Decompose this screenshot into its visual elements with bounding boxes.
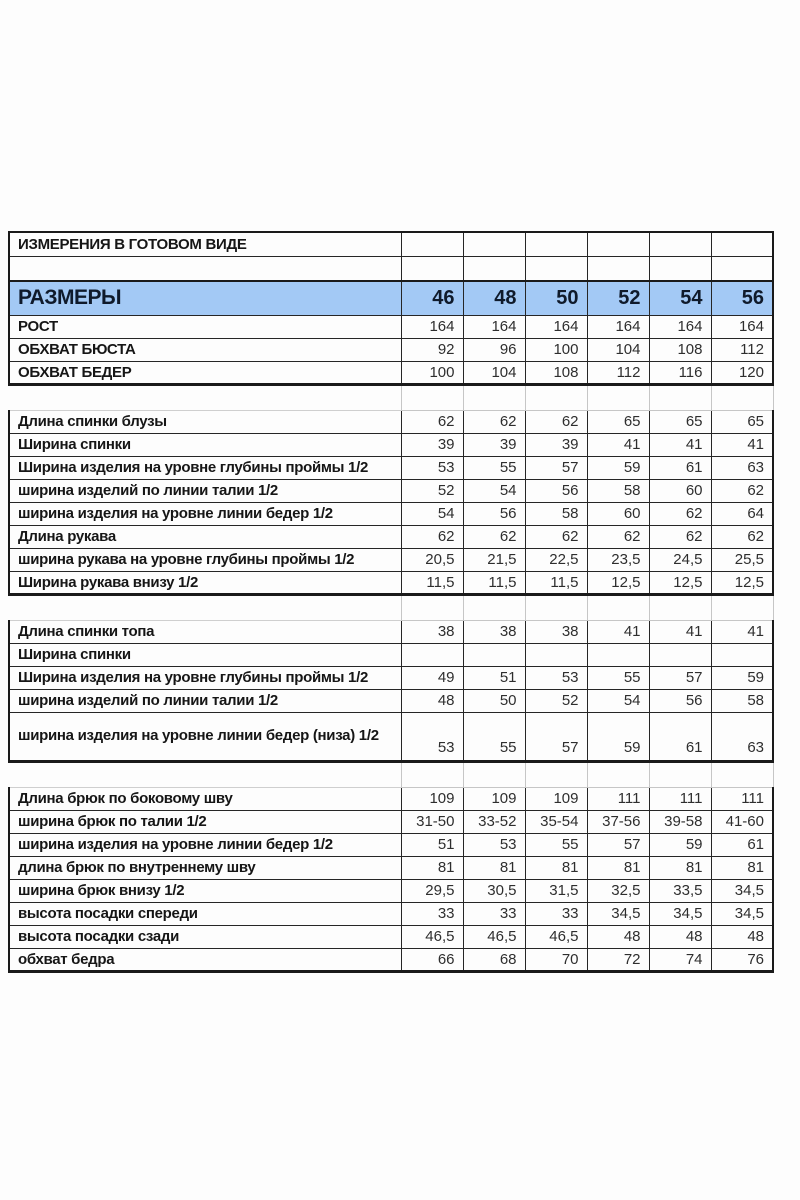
cell-value: 109	[525, 787, 587, 810]
cell-value: 56	[711, 281, 773, 315]
cell-value: 74	[649, 948, 711, 971]
cell-value	[587, 384, 649, 410]
cell-value	[463, 232, 525, 256]
cell-value: 55	[525, 833, 587, 856]
cell-value: 46,5	[401, 925, 463, 948]
cell-value: 62	[525, 410, 587, 433]
cell-value: 39	[525, 433, 587, 456]
cell-value: 63	[711, 712, 773, 761]
size-chart-body	[9, 232, 773, 971]
cell-value: 21,5	[463, 548, 525, 571]
cell-value: 120	[711, 361, 773, 384]
row-shirina-beder-niza-topa	[9, 712, 773, 761]
row-label: Длина брюк по боковому шву	[9, 787, 401, 810]
cell-value: 48	[401, 689, 463, 712]
row-label: РОСТ	[9, 315, 401, 338]
cell-value: 48	[711, 925, 773, 948]
cell-value: 109	[463, 787, 525, 810]
cell-value: 38	[525, 620, 587, 643]
cell-value: 24,5	[649, 548, 711, 571]
cell-value	[401, 594, 463, 620]
cell-value	[463, 761, 525, 787]
cell-value: 51	[463, 666, 525, 689]
cell-value: 76	[711, 948, 773, 971]
cell-value: 38	[401, 620, 463, 643]
cell-value: 61	[649, 456, 711, 479]
cell-value: 52	[401, 479, 463, 502]
cell-value	[649, 594, 711, 620]
cell-value: 55	[587, 666, 649, 689]
row-label: Длина спинки блузы	[9, 410, 401, 433]
cell-value: 164	[587, 315, 649, 338]
cell-value: 39-58	[649, 810, 711, 833]
cell-value: 81	[649, 856, 711, 879]
cell-value: 48	[463, 281, 525, 315]
row-label: ширина изделия на уровне линии бедер 1/2	[9, 502, 401, 525]
cell-value	[525, 232, 587, 256]
cell-value: 58	[525, 502, 587, 525]
cell-value: 164	[525, 315, 587, 338]
cell-value: 55	[463, 712, 525, 761]
row-label: ширина рукава на уровне глубины проймы 1/2	[9, 548, 401, 571]
cell-value: 56	[525, 479, 587, 502]
cell-value: 11,5	[401, 571, 463, 594]
cell-value: 111	[587, 787, 649, 810]
cell-value: 54	[587, 689, 649, 712]
row-obhvat-beder	[9, 361, 773, 384]
cell-value: 57	[525, 456, 587, 479]
cell-value: 32,5	[587, 879, 649, 902]
row-rost	[9, 315, 773, 338]
cell-value: 46,5	[463, 925, 525, 948]
cell-value: 57	[525, 712, 587, 761]
row-label	[9, 761, 401, 787]
cell-value: 58	[711, 689, 773, 712]
cell-value: 53	[463, 833, 525, 856]
row-label: Ширина изделия на уровне глубины проймы 1/2	[9, 666, 401, 689]
cell-value: 65	[587, 410, 649, 433]
cell-value: 55	[463, 456, 525, 479]
cell-value: 50	[463, 689, 525, 712]
cell-value: 111	[711, 787, 773, 810]
cell-value: 52	[587, 281, 649, 315]
row-label	[9, 384, 401, 410]
cell-value: 34,5	[711, 902, 773, 925]
cell-value: 59	[587, 712, 649, 761]
cell-value	[463, 643, 525, 666]
cell-value	[525, 256, 587, 281]
cell-value: 62	[587, 525, 649, 548]
row-label: Ширина спинки	[9, 433, 401, 456]
cell-value: 62	[711, 525, 773, 548]
row-label: высота посадки сзади	[9, 925, 401, 948]
cell-value: 31-50	[401, 810, 463, 833]
cell-value: 108	[525, 361, 587, 384]
cell-value: 104	[463, 361, 525, 384]
cell-value: 41	[587, 433, 649, 456]
cell-value: 81	[711, 856, 773, 879]
cell-value	[649, 384, 711, 410]
cell-value	[649, 643, 711, 666]
row-shirina-rukava-projmy	[9, 548, 773, 571]
cell-value: 81	[401, 856, 463, 879]
cell-value: 35-54	[525, 810, 587, 833]
cell-value: 62	[463, 525, 525, 548]
cell-value: 59	[649, 833, 711, 856]
cell-value	[525, 761, 587, 787]
cell-value: 54	[649, 281, 711, 315]
cell-value: 57	[649, 666, 711, 689]
cell-value: 41	[711, 433, 773, 456]
row-dlina-bryuk-bokovoj	[9, 787, 773, 810]
cell-value	[401, 643, 463, 666]
cell-value: 68	[463, 948, 525, 971]
row-label: РАЗМЕРЫ	[9, 281, 401, 315]
row-label: Ширина рукава внизу 1/2	[9, 571, 401, 594]
cell-value: 12,5	[649, 571, 711, 594]
row-obhvat-byusta	[9, 338, 773, 361]
cell-value: 33-52	[463, 810, 525, 833]
cell-value: 164	[401, 315, 463, 338]
row-shirina-bryuk-talii	[9, 810, 773, 833]
cell-value: 38	[463, 620, 525, 643]
row-label: ширина брюк внизу 1/2	[9, 879, 401, 902]
cell-value: 41-60	[711, 810, 773, 833]
title-row	[9, 232, 773, 256]
cell-value: 56	[463, 502, 525, 525]
cell-value: 34,5	[711, 879, 773, 902]
cell-value	[587, 232, 649, 256]
cell-value: 33	[463, 902, 525, 925]
cell-value: 164	[649, 315, 711, 338]
row-shirina-spinki-topa	[9, 643, 773, 666]
cell-value: 25,5	[711, 548, 773, 571]
cell-value: 12,5	[587, 571, 649, 594]
size-chart-table	[8, 231, 774, 973]
cell-value: 53	[401, 712, 463, 761]
cell-value: 33	[525, 902, 587, 925]
row-shirina-rukava-vnizu	[9, 571, 773, 594]
row-shirina-projmy-topa	[9, 666, 773, 689]
cell-value: 66	[401, 948, 463, 971]
cell-value	[711, 256, 773, 281]
cell-value	[711, 761, 773, 787]
cell-value: 33	[401, 902, 463, 925]
size-chart-sheet	[8, 231, 772, 973]
cell-value	[401, 761, 463, 787]
cell-value: 59	[587, 456, 649, 479]
cell-value: 39	[401, 433, 463, 456]
cell-value: 58	[587, 479, 649, 502]
row-shirina-spinki-bluzy	[9, 433, 773, 456]
row-dlina-bryuk-vnutrennij	[9, 856, 773, 879]
cell-value: 164	[463, 315, 525, 338]
cell-value: 56	[649, 689, 711, 712]
row-label: Длина рукава	[9, 525, 401, 548]
row-label: ИЗМЕРЕНИЯ В ГОТОВОМ ВИДЕ	[9, 232, 401, 256]
row-label	[9, 594, 401, 620]
gap-row	[9, 384, 773, 410]
cell-value: 62	[525, 525, 587, 548]
cell-value: 104	[587, 338, 649, 361]
cell-value: 164	[711, 315, 773, 338]
cell-value: 31,5	[525, 879, 587, 902]
cell-value: 61	[649, 712, 711, 761]
row-label: ОБХВАТ БЮСТА	[9, 338, 401, 361]
cell-value	[525, 384, 587, 410]
cell-value: 41	[649, 433, 711, 456]
cell-value: 112	[711, 338, 773, 361]
cell-value: 41	[711, 620, 773, 643]
cell-value: 62	[463, 410, 525, 433]
row-shirina-beder-bluzy	[9, 502, 773, 525]
cell-value: 11,5	[463, 571, 525, 594]
cell-value	[463, 256, 525, 281]
cell-value	[711, 384, 773, 410]
row-obhvat-bedra	[9, 948, 773, 971]
cell-value	[587, 761, 649, 787]
cell-value: 111	[649, 787, 711, 810]
cell-value	[649, 761, 711, 787]
cell-value	[587, 256, 649, 281]
cell-value: 37-56	[587, 810, 649, 833]
row-shirina-talii-topa	[9, 689, 773, 712]
cell-value: 81	[587, 856, 649, 879]
cell-value	[401, 232, 463, 256]
cell-value	[463, 594, 525, 620]
cell-value: 41	[649, 620, 711, 643]
row-dlina-spinki-topa	[9, 620, 773, 643]
cell-value: 29,5	[401, 879, 463, 902]
cell-value: 60	[587, 502, 649, 525]
cell-value: 53	[525, 666, 587, 689]
cell-value: 53	[401, 456, 463, 479]
cell-value: 62	[649, 502, 711, 525]
cell-value	[649, 232, 711, 256]
row-label	[9, 256, 401, 281]
cell-value: 30,5	[463, 879, 525, 902]
cell-value: 96	[463, 338, 525, 361]
cell-value	[463, 384, 525, 410]
row-label: ширина изделия на уровне линии бедер 1/2	[9, 833, 401, 856]
sizes-row	[9, 281, 773, 315]
row-label: Ширина спинки	[9, 643, 401, 666]
row-shirina-talii-bluzy	[9, 479, 773, 502]
row-dlina-rukava	[9, 525, 773, 548]
cell-value: 81	[525, 856, 587, 879]
cell-value: 64	[711, 502, 773, 525]
cell-value	[587, 594, 649, 620]
cell-value: 52	[525, 689, 587, 712]
row-label: Длина спинки топа	[9, 620, 401, 643]
cell-value: 72	[587, 948, 649, 971]
cell-value: 48	[649, 925, 711, 948]
cell-value: 48	[587, 925, 649, 948]
cell-value: 51	[401, 833, 463, 856]
cell-value: 62	[649, 525, 711, 548]
cell-value: 12,5	[711, 571, 773, 594]
cell-value: 49	[401, 666, 463, 689]
row-label: Ширина изделия на уровне глубины проймы 1/2	[9, 456, 401, 479]
cell-value: 62	[401, 410, 463, 433]
cell-value: 41	[587, 620, 649, 643]
cell-value	[525, 594, 587, 620]
cell-value: 109	[401, 787, 463, 810]
cell-value: 116	[649, 361, 711, 384]
cell-value: 23,5	[587, 548, 649, 571]
cell-value: 39	[463, 433, 525, 456]
cell-value: 34,5	[649, 902, 711, 925]
cell-value: 57	[587, 833, 649, 856]
cell-value: 54	[463, 479, 525, 502]
row-label: ширина изделия на уровне линии бедер (низа) 1/2	[9, 712, 401, 761]
cell-value: 59	[711, 666, 773, 689]
row-label: ширина изделий по линии талии 1/2	[9, 479, 401, 502]
cell-value: 92	[401, 338, 463, 361]
row-shirina-projmy-bluzy	[9, 456, 773, 479]
row-label: ширина брюк по талии 1/2	[9, 810, 401, 833]
cell-value	[711, 643, 773, 666]
row-label: ОБХВАТ БЕДЕР	[9, 361, 401, 384]
row-label: длина брюк по внутреннему шву	[9, 856, 401, 879]
row-dlina-spinki-bluzy	[9, 410, 773, 433]
cell-value: 65	[711, 410, 773, 433]
row-label: обхват бедра	[9, 948, 401, 971]
cell-value: 112	[587, 361, 649, 384]
cell-value: 46,5	[525, 925, 587, 948]
cell-value: 22,5	[525, 548, 587, 571]
row-shirina-beder-bryuk	[9, 833, 773, 856]
cell-value: 81	[463, 856, 525, 879]
cell-value: 60	[649, 479, 711, 502]
cell-value: 20,5	[401, 548, 463, 571]
cell-value: 34,5	[587, 902, 649, 925]
cell-value	[401, 384, 463, 410]
cell-value	[711, 232, 773, 256]
cell-value	[525, 643, 587, 666]
cell-value: 65	[649, 410, 711, 433]
cell-value	[587, 643, 649, 666]
cell-value: 108	[649, 338, 711, 361]
gap-row	[9, 594, 773, 620]
cell-value: 62	[711, 479, 773, 502]
cell-value: 61	[711, 833, 773, 856]
gap-row	[9, 761, 773, 787]
cell-value: 100	[525, 338, 587, 361]
row-vysota-posadki-szadi	[9, 925, 773, 948]
cell-value: 100	[401, 361, 463, 384]
spacer-row	[9, 256, 773, 281]
cell-value: 11,5	[525, 571, 587, 594]
cell-value	[401, 256, 463, 281]
cell-value: 46	[401, 281, 463, 315]
cell-value	[711, 594, 773, 620]
row-vysota-posadki-speredi	[9, 902, 773, 925]
cell-value	[649, 256, 711, 281]
cell-value: 62	[401, 525, 463, 548]
cell-value: 70	[525, 948, 587, 971]
row-shirina-bryuk-vnizu	[9, 879, 773, 902]
row-label: высота посадки спереди	[9, 902, 401, 925]
cell-value: 33,5	[649, 879, 711, 902]
cell-value: 54	[401, 502, 463, 525]
cell-value: 63	[711, 456, 773, 479]
cell-value: 50	[525, 281, 587, 315]
row-label: ширина изделий по линии талии 1/2	[9, 689, 401, 712]
